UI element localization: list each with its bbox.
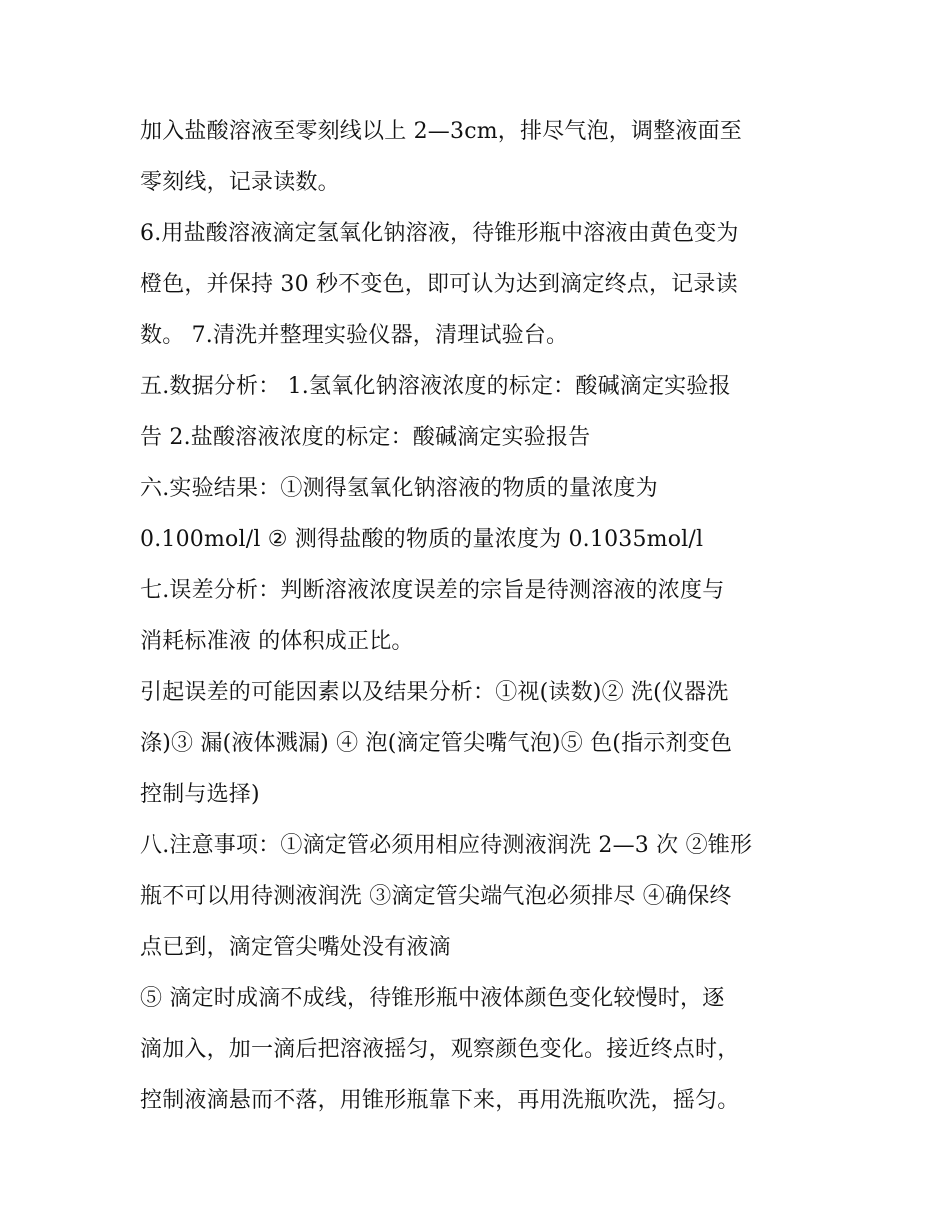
text-line: 控制与选择) [140,782,260,807]
text-line: 橙色，并保持 30 秒不变色，即可认为达到滴定终点，记录读 [140,272,738,297]
text-line: 涤)③ 漏(液体溅漏) ④ 泡(滴定管尖嘴气泡)⑤ 色(指示剂变色 [140,731,733,756]
section-heading-precautions: 八.注意事项：①滴定管必须用相应待测液润洗 2—3 次 ②锥形 [140,833,753,858]
text-line: 控制液滴悬而不落，用锥形瓶靠下来，再用洗瓶吹洗，摇匀。 [140,1088,740,1113]
text-line: 滴加入，加一滴后把溶液摇匀，观察颜色变化。接近终点时， [140,1037,740,1062]
text-line: 瓶不可以用待测液润洗 ③滴定管尖端气泡必须排尽 ④确保终 [140,884,732,909]
text-line: 消耗标准液 的体积成正比。 [140,629,414,654]
text-line: 6.用盐酸溶液滴定氢氧化钠溶液，待锥形瓶中溶液由黄色变为 [140,221,739,246]
text-line: 点已到，滴定管尖嘴处没有液滴 [140,935,451,960]
section-heading-results: 六.实验结果：①测得氢氧化钠溶液的物质的量浓度为 [140,476,658,501]
text-line: 数。 7.清洗并整理实验仪器，清理试验台。 [140,323,569,348]
text-line: 零刻线，记录读数。 [140,170,340,195]
text-line: 引起误差的可能因素以及结果分析：①视(读数)② 洗(仪器洗 [140,680,729,705]
section-heading-data-analysis: 五.数据分析： 1.氢氧化钠溶液浓度的标定：酸碱滴定实验报 [140,374,731,399]
text-line: 加入盐酸溶液至零刻线以上 2—3cm，排尽气泡，调整液面至 [140,119,742,144]
document-body [140,106,820,1126]
text-line: ⑤ 滴定时成滴不成线，待锥形瓶中液体颜色变化较慢时，逐 [140,986,725,1011]
section-heading-error-analysis: 七.误差分析：判断溶液浓度误差的宗旨是待测溶液的浓度与 [140,578,725,603]
text-line: 告 2.盐酸溶液浓度的标定：酸碱滴定实验报告 [140,425,591,450]
text-line: 0.100mol/l ② 测得盐酸的物质的量浓度为 0.1035mol/l [140,527,704,552]
